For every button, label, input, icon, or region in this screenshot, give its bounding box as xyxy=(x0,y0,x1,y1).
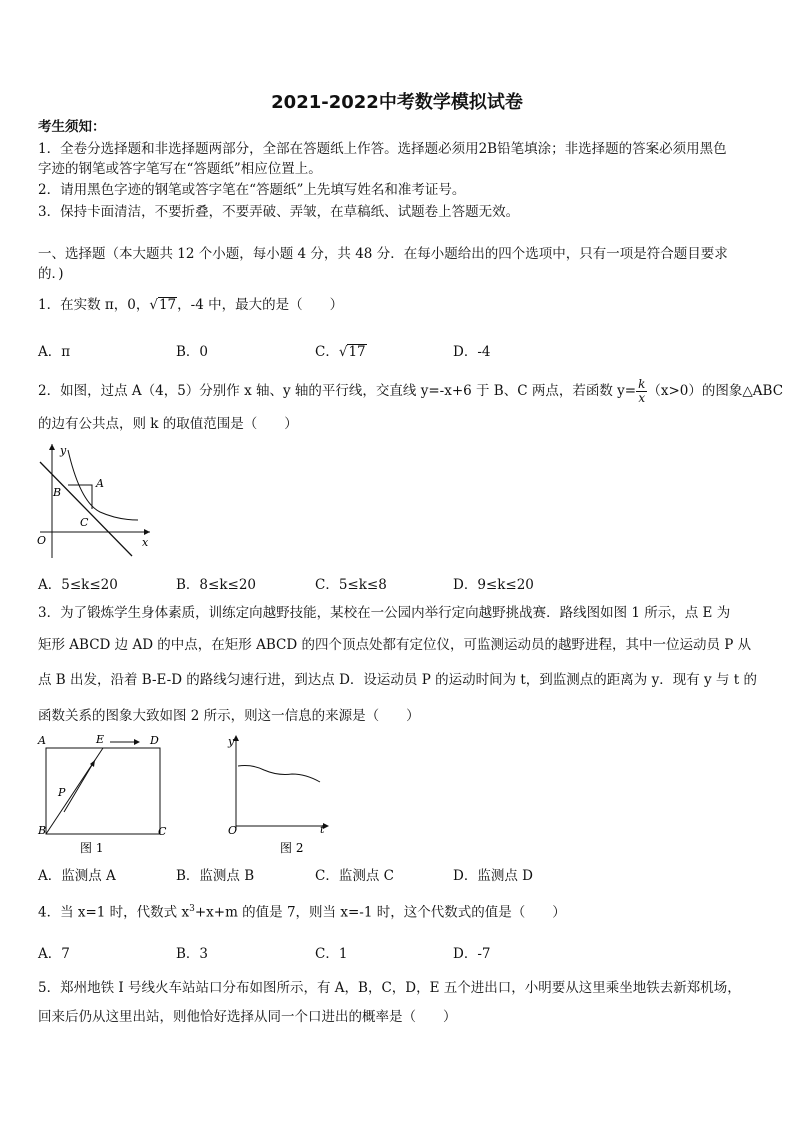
label-d: D xyxy=(150,734,159,747)
q2-line2: 的边有公共点，则 k 的取值范围是（ ） xyxy=(38,416,298,432)
q3-option-c: C．监测点 C xyxy=(315,868,394,884)
q3-option-d: D．监测点 D xyxy=(453,868,533,884)
label-y: y xyxy=(60,444,67,457)
y-axis-arrow-icon xyxy=(49,444,55,450)
q2-option-b: B．8≤k≤20 xyxy=(176,577,256,593)
x-axis-arrow-icon xyxy=(144,529,150,535)
notice-item: 字迹的钢笔或答字笔写在“答题纸”相应位置上。 xyxy=(38,161,322,177)
q4-option-d: D．-7 xyxy=(453,946,491,962)
label-c: C xyxy=(80,516,89,529)
notice-item: 1．全卷分选择题和非选择题两部分，全部在答题纸上作答。选择题必须用2B铅笔填涂；非选择题的答案必须用黑色 xyxy=(38,141,727,157)
triangle-abc xyxy=(68,485,92,509)
q4-prefix: 4．当 x=1 时，代数式 x xyxy=(38,904,190,921)
question-2 xyxy=(38,378,783,405)
label-p: P xyxy=(58,786,66,799)
notice-heading: 考生须知： xyxy=(38,119,106,135)
label-t: t xyxy=(320,823,325,836)
label-c: C xyxy=(158,825,167,838)
label-b: B xyxy=(38,824,47,837)
section-heading: 一、选择题（本大题共 12 个小题，每小题 4 分，共 48 分．在每小题给出的四个选项中，只有一项是符合题目要求 xyxy=(38,246,728,262)
line-y-neg-x-plus-6 xyxy=(40,462,132,556)
q1-radicand: 17 xyxy=(158,297,177,313)
q1-option-c-label: C． xyxy=(315,344,339,360)
q3-line4: 函数关系的图象大致如图 2 所示，则这一信息的来源是（ ） xyxy=(38,708,420,724)
q2-frac-num: k xyxy=(638,377,646,391)
q4-suffix: +x+m 的值是 7，则当 x=-1 时，这个代数式的值是（ ） xyxy=(194,904,566,921)
q2-option-a: A．5≤k≤20 xyxy=(38,577,118,593)
question-1 xyxy=(38,296,343,314)
q3-line3: 点 B 出发，沿着 B-E-D 的路线匀速行进，到达点 D．设运动员 P 的运动时间为 t，到监测点的距离为 y．现有 y 与 t 的 xyxy=(38,672,757,688)
q2-option-d: D．9≤k≤20 xyxy=(453,577,534,593)
q1-option-b: B．0 xyxy=(176,344,209,360)
sqrt-symbol: √ xyxy=(338,344,348,360)
q2-suffix: （x>0）的图象△ABC xyxy=(647,383,784,399)
figure-2-caption: 图 2 xyxy=(280,841,304,855)
q4-exponent: 3 xyxy=(189,904,195,914)
label-a: A xyxy=(38,734,46,747)
q2-figure xyxy=(34,440,154,560)
q2-frac-den: x xyxy=(638,391,646,405)
q1-option-d: D．-4 xyxy=(453,344,491,360)
notice-item: 3．保持卡面清洁，不要折叠，不要弄破、弄皱，在草稿纸、试题卷上答题无效。 xyxy=(38,204,520,220)
figure-1-caption: 图 1 xyxy=(80,841,104,855)
q2-option-c: C．5≤k≤8 xyxy=(315,577,387,593)
top-arrow-icon xyxy=(134,739,140,745)
sqrt-symbol: √ xyxy=(149,297,158,313)
q2-prefix: 2．如图，过点 A（4，5）分别作 x 轴、y 轴的平行线，交直线 y=-x+6 于 B、C 两点，若函数 y= xyxy=(38,383,637,399)
label-a: A xyxy=(96,477,104,490)
y-t-graph xyxy=(238,766,320,783)
q4-option-a: A．7 xyxy=(38,946,70,962)
q5-line2: 回来后仍从这里出站，则他恰好选择从同一个口进出的概率是（ ） xyxy=(38,1009,457,1025)
q3-figure-2 xyxy=(222,730,334,858)
q5-line1: 5．郑州地铁 I 号线火车站站口分布如图所示，有 A，B，C，D，E 五个进出口，小明要从这里乘坐地铁去新郑机场， xyxy=(38,980,741,996)
label-e: E xyxy=(96,733,105,746)
notice-item: 2．请用黑色字迹的钢笔或答字笔在“答题纸”上先填写姓名和准考证号。 xyxy=(38,182,466,198)
q1-option-c xyxy=(315,340,367,360)
q3-option-a: A．监测点 A xyxy=(38,868,116,884)
label-b: B xyxy=(53,486,62,499)
section-heading-cont: 的．) xyxy=(38,266,64,282)
q4-option-c: C．1 xyxy=(315,946,348,962)
label-o: O xyxy=(37,534,47,547)
q3-line2: 矩形 ABCD 边 AD 的中点，在矩形 ABCD 的四个顶点处都有定位仪，可监测运动员的越野进程，其中一位运动员 P 从 xyxy=(38,637,752,653)
q2-fraction xyxy=(636,378,647,405)
page-title: 2021-2022中考数学模拟试卷 xyxy=(271,92,523,113)
q3-option-b: B．监测点 B xyxy=(176,868,255,884)
q1-option-c-radicand: 17 xyxy=(348,344,366,360)
q1-suffix: ，-4 中，最大的是（ ） xyxy=(177,297,344,313)
label-o: O xyxy=(228,824,238,837)
q1-option-a: A．π xyxy=(38,344,71,360)
label-x: x xyxy=(142,536,149,549)
q3-line1: 3．为了锻炼学生身体素质，训练定向越野技能，某校在一公园内举行定向越野挑战赛．路线图如图 1 所示，点 E 为 xyxy=(38,605,731,621)
q4-option-b: B．3 xyxy=(176,946,209,962)
q1-prefix: 1．在实数 π，0， xyxy=(38,297,150,313)
label-y: y xyxy=(228,735,235,748)
q3-figure-1 xyxy=(34,730,184,858)
question-4 xyxy=(38,900,566,922)
direction-arrow xyxy=(64,760,95,812)
